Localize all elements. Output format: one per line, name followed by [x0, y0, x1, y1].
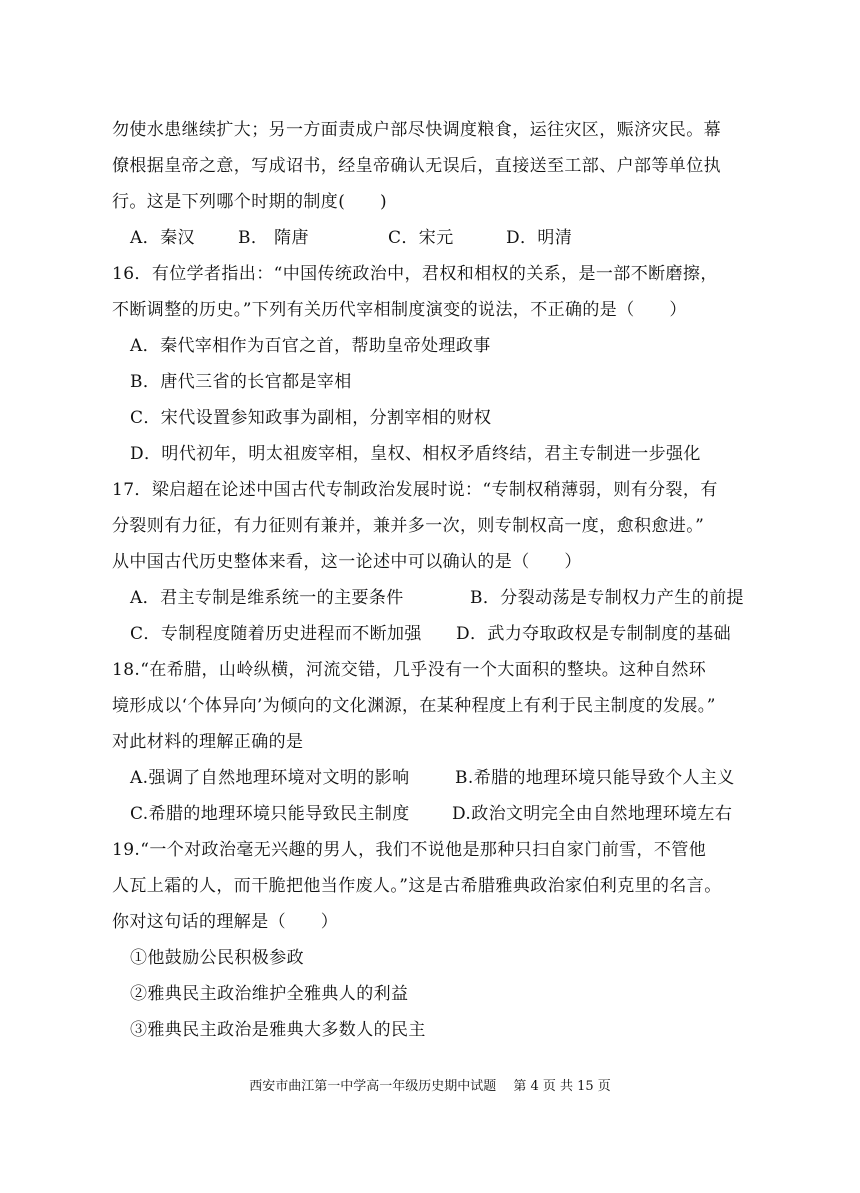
q15-text-line: 行。这是下列哪个时期的制度( ) — [112, 192, 388, 212]
q16-stem-line: 不断调整的历史。”下列有关历代宰相制度演变的说法，不正确的是（ ） — [112, 300, 687, 320]
q18-stem-line: 对此材料的理解正确的是 — [112, 732, 304, 752]
q18-stem-line: 境形成以‘个体异向’为倾向的文化渊源，在某种程度上有利于民主制度的发展。” — [112, 696, 716, 716]
q16-option-d: D．明代初年，明太祖废宰相，皇权、相权矛盾终结，君主专制进一步强化 — [130, 444, 701, 464]
q17-option-b: B．分裂动荡是专制权力产生的前提 — [470, 588, 744, 608]
q19-item-1: ①他鼓励公民积极参政 — [130, 948, 304, 968]
q17-stem-line: 17．梁启超在论述中国古代专制政治发展时说：“专制权稍薄弱，则有分裂，有 — [112, 480, 718, 500]
q15-text-line: 僚根据皇帝之意，写成诏书，经皇帝确认无误后，直接送至工部、户部等单位执 — [112, 156, 721, 176]
q19-stem-line: 人瓦上霜的人，而干脆把他当作废人。”这是古希腊雅典政治家伯利克里的名言。 — [112, 876, 722, 896]
q15-option-a: A．秦汉 — [130, 228, 195, 248]
q16-stem-line: 16．有位学者指出：“中国传统政治中，君权和相权的关系，是一部不断磨擦， — [112, 264, 718, 284]
q16-option-b: B．唐代三省的长官都是宰相 — [130, 372, 352, 392]
q18-option-b: B.希腊的地理环境只能导致个人主义 — [455, 768, 735, 788]
q18-stem-line: 18.“在希腊，山岭纵横，河流交错，几乎没有一个大面积的整块。这种自然环 — [112, 660, 707, 680]
q15-option-d: D．明清 — [506, 228, 573, 248]
q15-option-c: C．宋元 — [388, 228, 454, 248]
q16-option-a: A．秦代宰相作为百官之首，帮助皇帝处理政事 — [130, 336, 491, 356]
q17-option-d: D．武力夺取政权是专制制度的基础 — [456, 624, 732, 644]
q18-option-d: D.政治文明完全由自然地理环境左右 — [452, 804, 733, 824]
q16-option-c: C．宋代设置参知政事为副相，分割宰相的财权 — [130, 408, 492, 428]
q18-option-c: C.希腊的地理环境只能导致民主制度 — [130, 804, 410, 824]
q17-stem-line: 分裂则有力征，有力征则有兼并，兼并多一次，则专制权高一度，愈积愈进。” — [112, 516, 705, 536]
q15-options — [130, 227, 572, 249]
page-footer: 西安市曲江第一中学高一年级历史期中试题 第 4 页 共 15 页 — [249, 1079, 611, 1094]
q19-stem-line: 19.“一个对政治毫无兴趣的男人，我们不说他是那种只扫自家门前雪，不管他 — [112, 840, 707, 860]
q15-option-b: B． 隋唐 — [238, 228, 309, 248]
q17-option-c: C．专制程度随着历史进程而不断加强 — [130, 624, 422, 644]
q19-item-3: ③雅典民主政治是雅典大多数人的民主 — [130, 1020, 426, 1040]
q18-option-a: A.强调了自然地理环境对文明的影响 — [130, 768, 410, 788]
q19-item-2: ②雅典民主政治维护全雅典人的利益 — [130, 984, 409, 1004]
q19-stem-line: 你对这句话的理解是（ ） — [112, 912, 339, 932]
q15-text-line: 勿使水患继续扩大；另一方面责成户部尽快调度粮食，运往灾区，赈济灾民。幕 — [112, 120, 721, 140]
q17-option-a: A．君主专制是维系统一的主要条件 — [130, 588, 404, 608]
q17-stem-line: 从中国古代历史整体来看，这一论述中可以确认的是（ ） — [112, 552, 582, 572]
